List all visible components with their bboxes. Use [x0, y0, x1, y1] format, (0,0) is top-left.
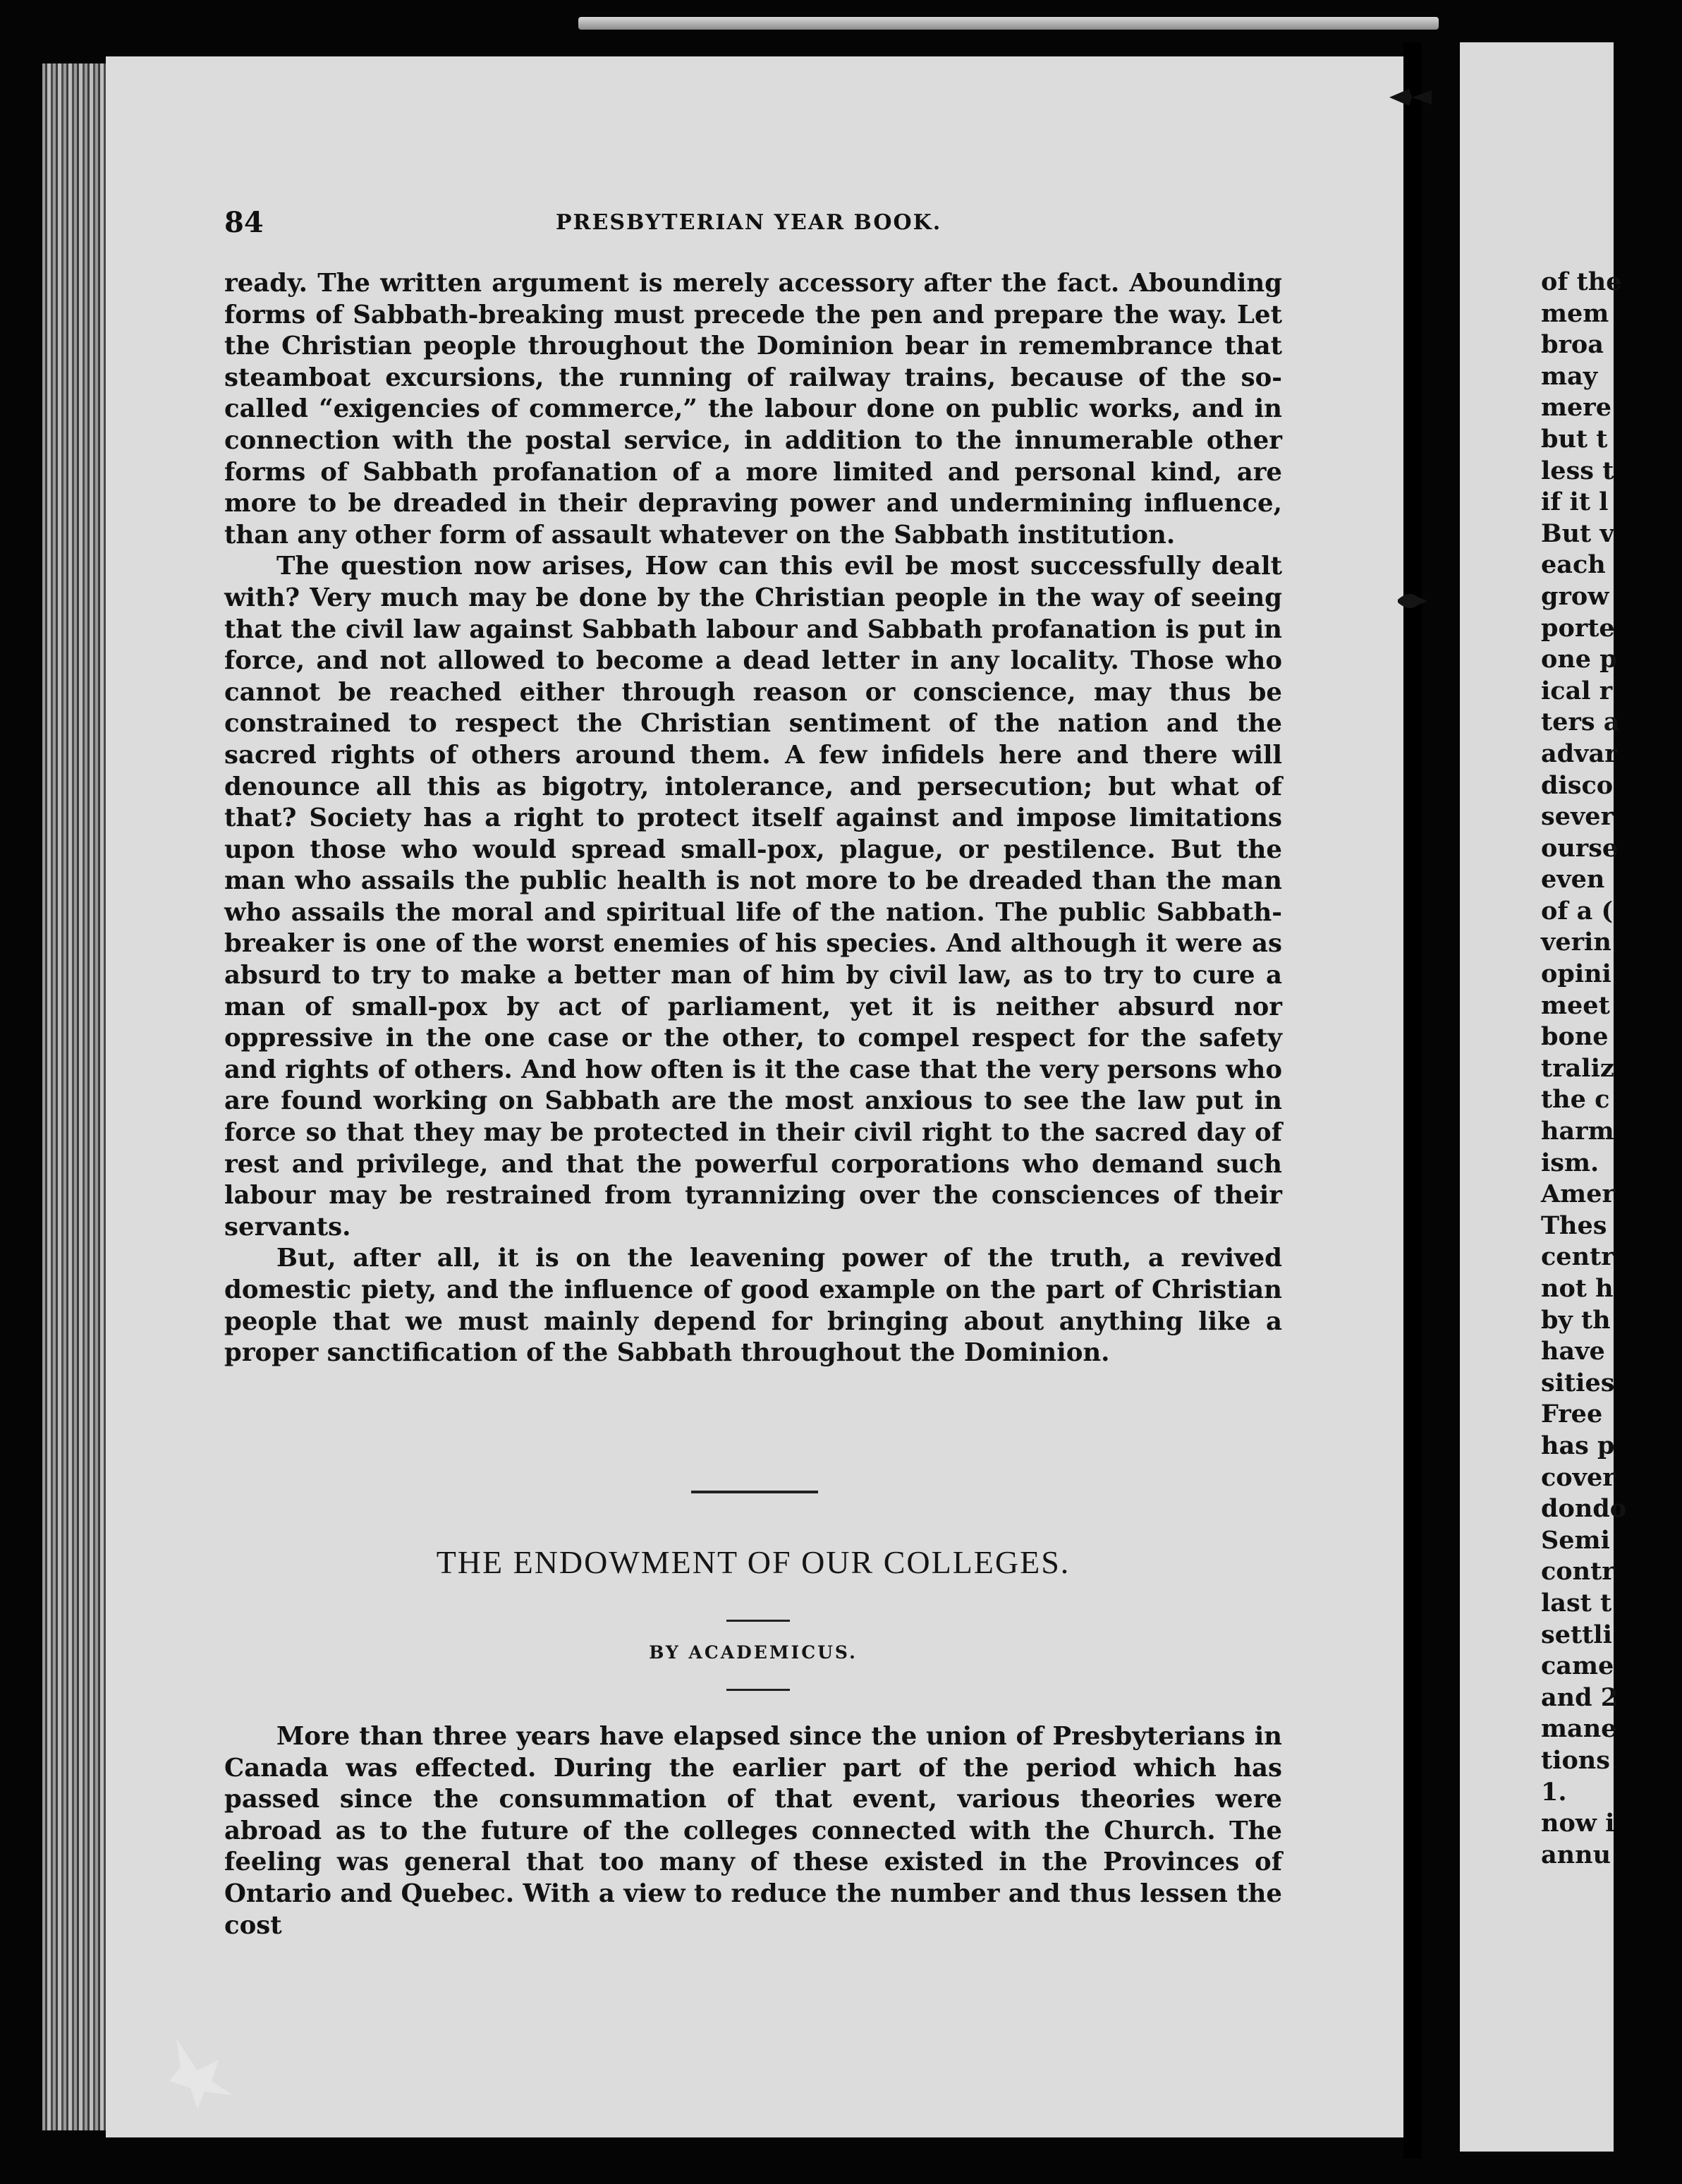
facing-page-text — [1541, 267, 1682, 1871]
facing-page-line: meet — [1541, 990, 1610, 1020]
paragraph: More than three years have elapsed since the union of Presbyterians in Canada was effected. During the earlier part of the period which has passed since the consummation of that event, various theories were abroad as to the future of the colleges connected with the Church. The feeling was general that too many of these existed in the Provinces of Ontario and Quebec. With a view to reduce the number and thus lessen the cost — [224, 1722, 1282, 1940]
facing-page-line: less t — [1541, 456, 1614, 485]
facing-page-line: have — [1541, 1337, 1605, 1366]
scanner-top-bar — [578, 17, 1439, 30]
facing-page-line: of the — [1541, 267, 1622, 296]
facing-page-line: sever — [1541, 802, 1614, 832]
article-heading: THE ENDOWMENT OF OUR COLLEGES. — [436, 1544, 1071, 1580]
article-body — [224, 1721, 1282, 1941]
facing-page-line: contr — [1541, 1557, 1615, 1587]
facing-page-line: opini — [1541, 959, 1611, 989]
facing-page-line: has p — [1541, 1431, 1615, 1460]
facing-page-line: not h — [1541, 1274, 1614, 1303]
facing-page-line: by th — [1541, 1305, 1611, 1335]
facing-page-line: Free — [1541, 1400, 1603, 1429]
binding-clip-icon — [1395, 587, 1430, 615]
facing-page-line: ical r — [1541, 676, 1613, 705]
facing-page-line: Semi — [1541, 1525, 1610, 1555]
facing-page-line: came — [1541, 1651, 1614, 1681]
paragraph: ready. The written argument is merely accessory after the fact. Abounding forms of Sabbath-breaking must precede the pen and prepare the way. Let the Christian people throughout the Dominion bear in remembrance that steamboat excursions, the running of railway trains, because of the so-called “exigencies of commerce,” the labour done on public works, and in connection with the postal service, in addition to the innumerable other forms of Sabbath profanation of a more limited and personal kind, are more to be dreaded in their depraving power and undermining influence, than any other form of assault whatever on the Sabbath institution. — [224, 269, 1282, 550]
facing-page-line: last t — [1541, 1588, 1612, 1618]
book-spine — [1403, 42, 1422, 2159]
facing-page-line: grow — [1541, 581, 1609, 611]
facing-page-line: broa — [1541, 330, 1604, 360]
binding-clip-icon — [1388, 83, 1433, 111]
facing-page-line: the c — [1541, 1085, 1610, 1115]
facing-page-line: tions — [1541, 1745, 1610, 1775]
facing-page-line: settli — [1541, 1620, 1612, 1649]
facing-page-line: mane — [1541, 1714, 1617, 1744]
facing-page-line: sities — [1541, 1368, 1615, 1397]
facing-page-line: each — [1541, 550, 1606, 580]
facing-page-line: centr — [1541, 1242, 1614, 1272]
facing-page-line: But v — [1541, 518, 1614, 548]
facing-page-line: now i — [1541, 1809, 1615, 1838]
facing-page-line: dondo — [1541, 1494, 1627, 1524]
page-number: 84 — [224, 206, 264, 239]
facing-page-line: mem — [1541, 298, 1609, 328]
facing-page-line: of a ( — [1541, 896, 1614, 926]
facing-page-line: Thes — [1541, 1211, 1607, 1240]
running-title: PRESBYTERIAN YEAR BOOK. — [556, 210, 942, 235]
facing-page-line: may — [1541, 361, 1598, 391]
facing-page-line: one p — [1541, 645, 1617, 674]
facing-page-line: if it l — [1541, 487, 1609, 517]
book-page-edges — [42, 63, 106, 2130]
section-divider — [691, 1491, 818, 1493]
facing-page-line: even — [1541, 865, 1605, 894]
running-head — [224, 206, 1310, 241]
facing-page-line: 1. — [1541, 1777, 1567, 1807]
facing-page-line: advar — [1541, 739, 1618, 768]
ink-smudge-icon — [155, 2032, 240, 2116]
facing-page-line: traliz — [1541, 1053, 1614, 1083]
paragraph: But, after all, it is on the leavening power of the truth, a revived domestic piety, and the influence of good example on the part of Christian people that we must mainly depend for bringing about anything like a proper sanctification of the Sabbath throughout the Dominion. — [224, 1244, 1282, 1368]
facing-page — [1460, 42, 1627, 2152]
continued-article-text — [224, 268, 1282, 1369]
facing-page-line: harm — [1541, 1117, 1614, 1146]
facing-page-line: ism. — [1541, 1148, 1599, 1177]
facing-page-line: ters a — [1541, 708, 1620, 737]
facing-page-line: cover — [1541, 1462, 1616, 1492]
facing-page-line: Amer — [1541, 1179, 1615, 1209]
facing-page-line: bone — [1541, 1022, 1609, 1052]
facing-page-line: disco — [1541, 770, 1614, 800]
facing-page-line: annu — [1541, 1840, 1611, 1869]
facing-page-line: ourse — [1541, 833, 1619, 863]
facing-page-line: but t — [1541, 424, 1608, 454]
facing-page-line: porte — [1541, 613, 1615, 643]
facing-page-line: verin — [1541, 928, 1611, 957]
paragraph: The question now arises, How can this evil be most successfully dealt with? Very much may be done by the Christian people in the way of seeing that the civil law against Sabbath labour and Sabbath profanation is put in force, and not allowed to become a dead letter in any locality. Those who cannot be reached either through reason or conscience, may thus be constrained to respect the Christian sentiment of the nation and the sacred rights of others around them. A few infidels here and there will denounce all this as bigotry, intolerance, and persecution; but what of that? Society has a right to protect itself against and impose limitations upon those who would spread small-pox, plague, or pestilence. But the man who assails the public health is not more to be dreaded than the man who assails the moral and spiritual life of the nation. The public Sabbath-breaker is one of the worst enemies of his species. And although it were as absurd to try to make a better man of him by civil law, as to try to cure a man of small-pox by act of parliament, yet it is neither absurd nor oppressive in the one case or the other, to compel respect for the safety and rights of others. And how often is it the case that the very persons who are found working on Sabbath are the most anxious to see the law put in force so that they may be protected in their civil right to the sacred day of rest and privilege, and that the powerful corporations who demand such labour may be restrained from tyrannizing over the consciences of their servants. — [224, 552, 1282, 1242]
byline-rule — [726, 1689, 790, 1691]
facing-page-line: and 2 — [1541, 1682, 1619, 1712]
facing-page-line: mere — [1541, 393, 1612, 423]
article-byline: BY ACADEMICUS. — [649, 1642, 858, 1663]
heading-rule — [726, 1620, 790, 1622]
